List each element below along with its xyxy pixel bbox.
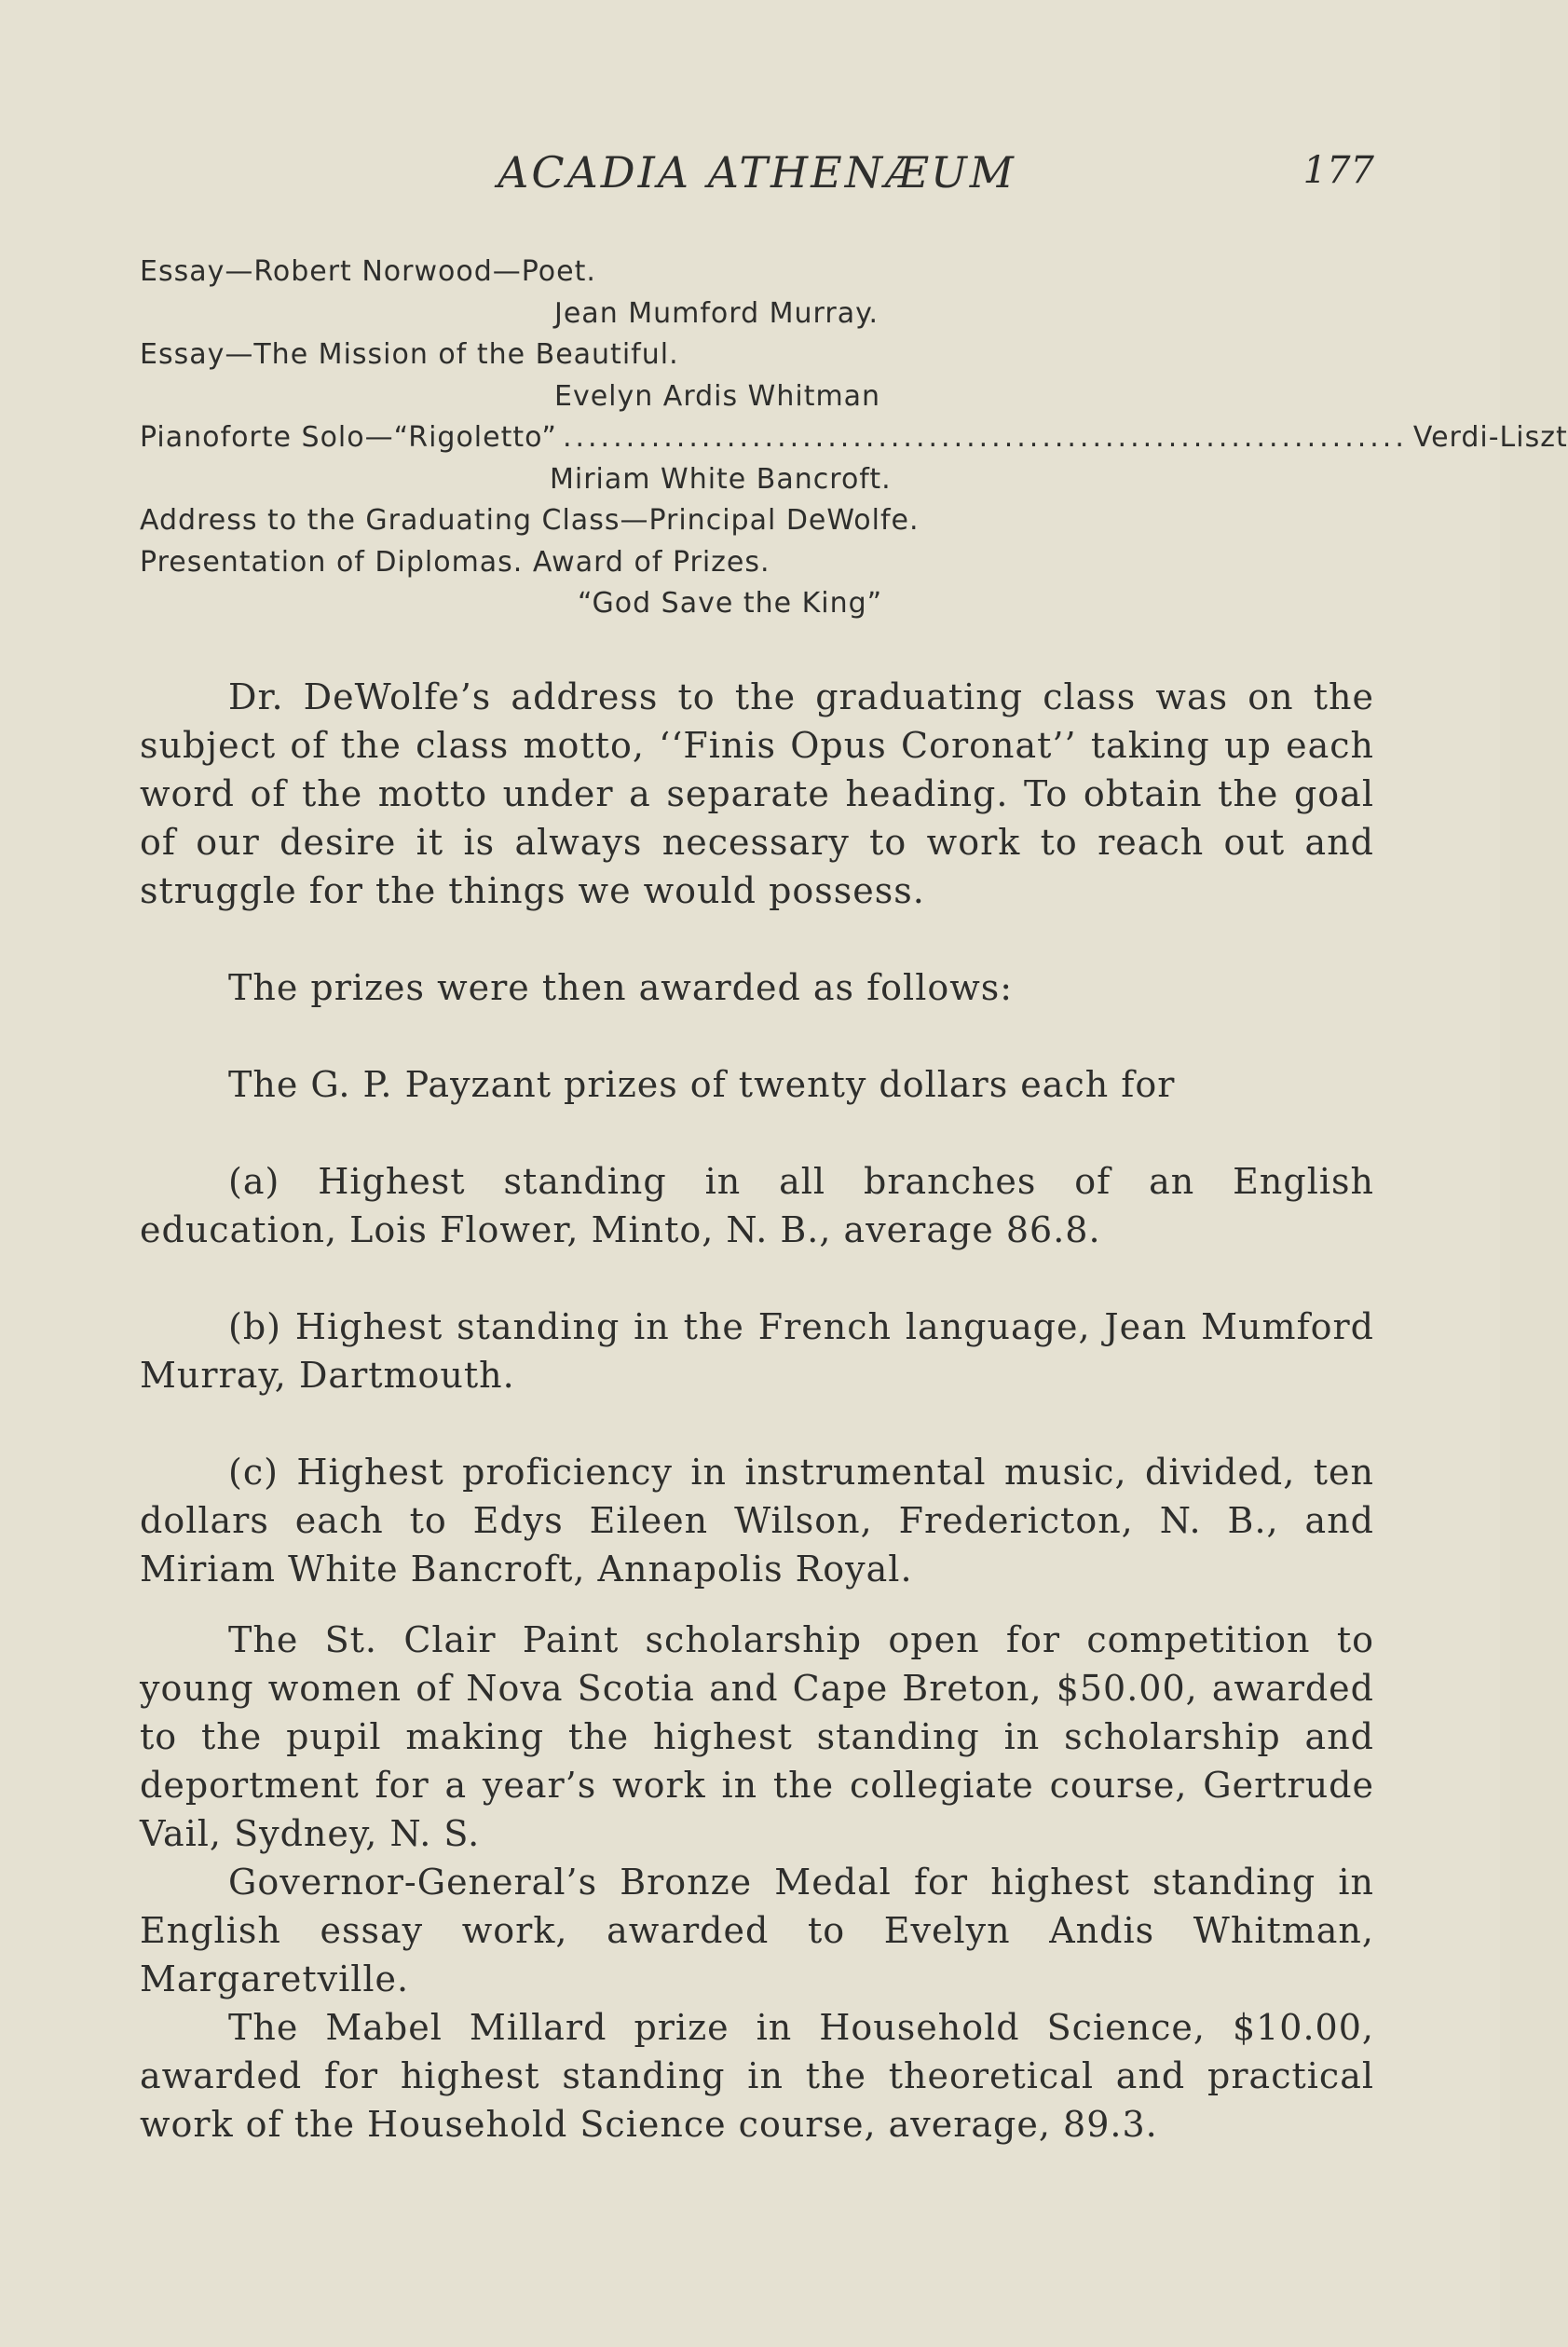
program-item-essay-beautiful: Essay—The Mission of the Beautiful. bbox=[140, 338, 679, 371]
paragraph-st-clair: The St. Clair Paint scholarship open for competition to young women of Nova Scotia and Cape Breton, $50.00, awarded to the pupil making the highest standing in scholarship and deportment for a year’s work in the collegiate course, Gertrude Vail, Sydney, N. S. bbox=[140, 1619, 1374, 1854]
program-item-pianoforte bbox=[140, 417, 1568, 459]
program-item-anthem: “God Save the King” bbox=[578, 587, 883, 620]
paragraph-prize-b: (b) Highest standing in the French language, Jean Mumford Murray, Dartmouth. bbox=[140, 1306, 1374, 1396]
paragraph-prizes-intro: The prizes were then awarded as follows: bbox=[228, 967, 1014, 1008]
program-performer-bancroft: Miriam White Bancroft. bbox=[550, 462, 892, 496]
paragraph-address: Dr. DeWolfe’s address to the graduating class was on the subject of the class motto, ‘‘Finis Opus Coronat’’ taking up each word of the motto under a separate heading. To obtain the goal of our desire it is always necessary to work to reach out and struggle for the things we would possess. bbox=[140, 676, 1374, 911]
paragraph-prize-a: (a) Highest standing in all branches of an English education, Lois Flower, Minto, N. B., average 86.8. bbox=[140, 1161, 1374, 1250]
program-piano-composer: Verdi-Liszt bbox=[1412, 421, 1568, 454]
program-item-presentation: Presentation of Diplomas. Award of Prizes. bbox=[140, 545, 770, 579]
program-performer-murray: Jean Mumford Murray. bbox=[554, 296, 879, 330]
body-text bbox=[140, 673, 1374, 2149]
page-header bbox=[140, 147, 1374, 212]
paragraph-payzant: The G. P. Payzant prizes of twenty dollars each for bbox=[228, 1064, 1176, 1105]
program-piano-title: Pianoforte Solo—“Rigoletto” bbox=[140, 421, 557, 454]
program-performer-whitman: Evelyn Ardis Whitman bbox=[554, 379, 881, 413]
running-title: ACADIA ATHENÆUM bbox=[498, 147, 1016, 198]
program-leader-dots: ................................................................... bbox=[562, 421, 1408, 454]
program-item-essay-norwood: Essay—Robert Norwood—Poet. bbox=[140, 255, 596, 288]
paragraph-prize-c: (c) Highest proficiency in instrumental music, divided, ten dollars each to Edys Eileen Wilson, Fredericton, N. B., and Miriam White Bancroft, Annapolis Royal. bbox=[140, 1452, 1374, 1590]
commencement-program bbox=[140, 252, 1568, 625]
program-item-address: Address to the Graduating Class—Principal DeWolfe. bbox=[140, 504, 920, 537]
paragraph-governor-general: Governor-General’s Bronze Medal for highest standing in English essay work, awarded to Evelyn Andis Whitman, Margaretville. bbox=[140, 1862, 1374, 1999]
page-number: 177 bbox=[1302, 149, 1374, 192]
paragraph-mabel-millard: The Mabel Millard prize in Household Science, $10.00, awarded for highest standing in the theoretical and practical work of the Household Science course, average, 89.3. bbox=[140, 2007, 1374, 2145]
